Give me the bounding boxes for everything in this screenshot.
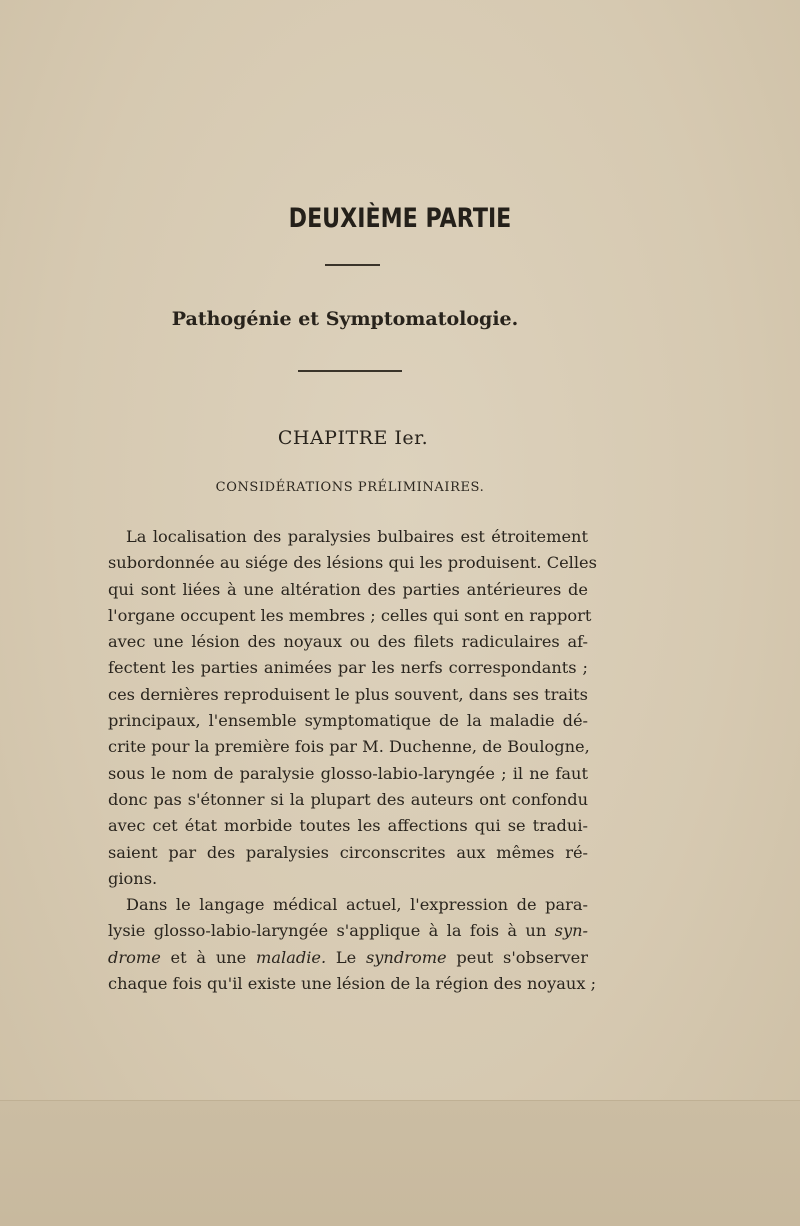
text-line: crite pour la première fois par M. Duchenne, de Boulogne, [108, 737, 590, 757]
text-line: fectent les parties animées par les nerfs correspondants ; [108, 658, 588, 678]
text-line: sous le nom de paralysie glosso-labio-laryngée ; il ne faut [108, 763, 588, 783]
body-text [108, 524, 597, 997]
chapter-heading: CHAPITRE Ier. [277, 427, 429, 449]
text-line: l'organe occupent les membres ; celles qui sont en rapport [108, 605, 592, 625]
text-line [108, 918, 588, 944]
italic-run: drome [108, 947, 161, 967]
text-line: Dans le langage médical actuel, l'expression de para- [126, 895, 588, 915]
italic-run: syn- [554, 921, 588, 941]
italic-run: maladie. [256, 947, 327, 967]
text-run: peut s'observer [446, 947, 588, 967]
text-line: chaque fois qu'il existe une lésion de la région des noyaux ; [108, 974, 597, 994]
text-line: principaux, l'ensemble symptomatique de la maladie dé- [108, 711, 588, 731]
ornamental-rule-short [325, 264, 380, 266]
text-line: La localisation des paralysies bulbaires est étroitement [126, 527, 588, 546]
text-line: gions. [108, 868, 158, 888]
section-title: CONSIDÉRATIONS PRÉLIMINAIRES. [215, 480, 485, 495]
text-line: donc pas s'étonner si la plupart des auteurs ont confondu [108, 789, 588, 809]
text-run: et à une [160, 947, 257, 967]
italic-run: syndrome [365, 947, 447, 967]
part-title: DEUXIÈME PARTIE [288, 203, 512, 234]
text-run: lysie glosso-labio-laryngée s'applique à la fois à un [108, 921, 555, 941]
text-line: avec une lésion des noyaux ou des filets radiculaires af- [108, 632, 588, 652]
text-line: saient par des paralysies circonscrites aux mêmes ré- [108, 842, 588, 862]
text-line: avec cet état morbide toutes les affections qui se tradui- [108, 816, 588, 836]
scan-bottom-band [0, 1100, 800, 1226]
text-run: Le [326, 947, 366, 967]
part-subtitle: Pathogénie et Symptomatologie. [171, 308, 519, 330]
text-line: qui sont liées à une altération des parties antérieures de [108, 579, 588, 599]
text-line: ces dernières reproduisent le plus souvent, dans ses traits [108, 684, 588, 704]
text-line: subordonnée au siége des lésions qui les produisent. Celles [108, 553, 597, 573]
ornamental-rule-long [298, 370, 402, 372]
text-line [108, 945, 588, 971]
